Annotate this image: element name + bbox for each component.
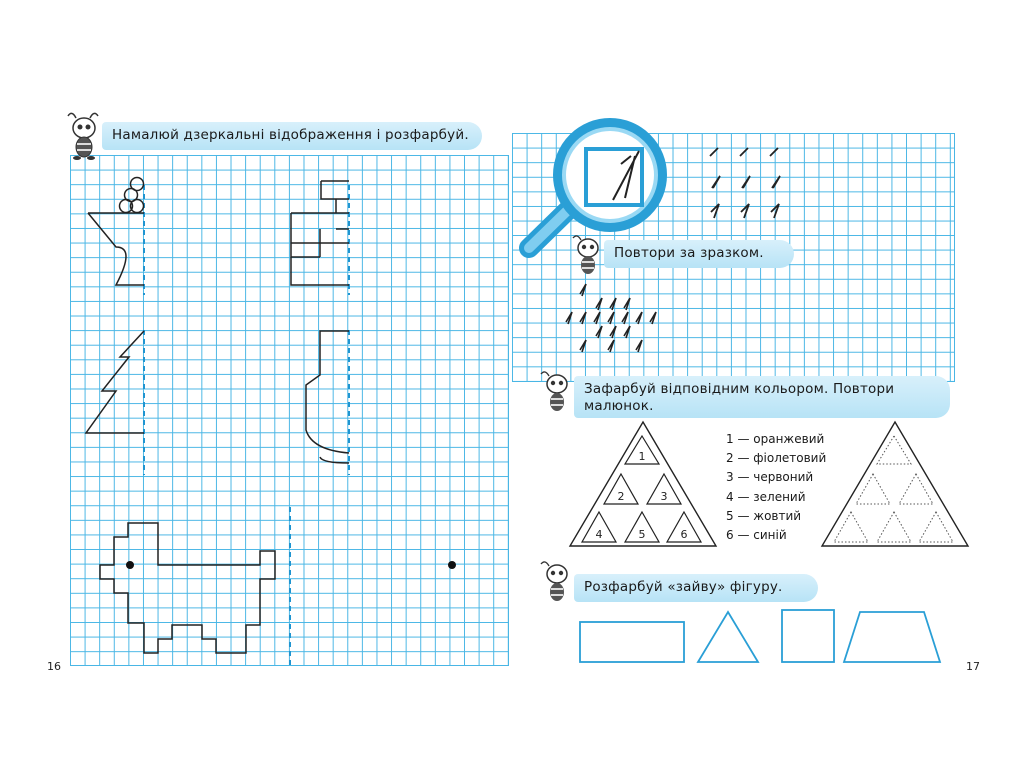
bee-mascot-icon bbox=[572, 236, 604, 278]
half-vase-figure bbox=[88, 178, 144, 286]
legend-item: 2 — фіолетовий bbox=[726, 451, 827, 466]
shape-triangle bbox=[698, 612, 758, 662]
dog-eye-dot bbox=[126, 561, 134, 569]
half-tree-figure bbox=[86, 331, 144, 433]
legend-item: 6 — синій bbox=[726, 528, 787, 543]
task1-instruction: Намалюй дзеркальні відображення і розфарбуй. bbox=[112, 127, 469, 143]
triangle-number-5: 5 bbox=[638, 528, 646, 541]
shape-square bbox=[782, 610, 834, 662]
legend-item: 1 — оранжевий bbox=[726, 432, 825, 446]
page-number-right: 17 bbox=[966, 660, 980, 673]
task2-instruction: Повтори за зразком. bbox=[614, 245, 764, 261]
shape-trapezoid bbox=[844, 612, 940, 662]
bee-mascot-icon bbox=[540, 372, 574, 416]
task3-instruction-banner bbox=[574, 376, 950, 418]
triangle-number-4: 4 bbox=[595, 528, 603, 541]
ones-pattern bbox=[562, 280, 682, 360]
triangle-number-3: 3 bbox=[660, 490, 668, 503]
shape-rectangle bbox=[580, 622, 684, 662]
color-legend bbox=[726, 430, 826, 545]
task3-instruction: Зафарбуй відповідним кольором. Повтори малюнок. bbox=[584, 381, 895, 414]
half-bottle-figure bbox=[306, 331, 349, 463]
half-dog-figure bbox=[100, 523, 275, 653]
half-blocks-figure bbox=[291, 181, 349, 285]
odd-one-out-shapes bbox=[578, 608, 948, 668]
mirror-eye-dot bbox=[448, 561, 456, 569]
triangle-number-2: 2 bbox=[617, 490, 625, 503]
triangle-number-6: 6 bbox=[680, 528, 688, 541]
bee-mascot-icon bbox=[540, 562, 574, 606]
legend-item: 4 — зелений bbox=[726, 489, 806, 504]
task2-instruction-banner bbox=[604, 240, 794, 268]
page-number-left: 16 bbox=[47, 660, 61, 673]
dotted-triangle bbox=[820, 420, 970, 550]
task4-instruction-banner bbox=[574, 574, 818, 602]
numbered-triangle bbox=[568, 420, 718, 550]
triangle-number-1: 1 bbox=[638, 450, 646, 463]
sample-ones-top bbox=[700, 140, 790, 220]
task4-instruction: Розфарбуй «зайву» фігуру. bbox=[584, 579, 783, 595]
bee-mascot-icon bbox=[66, 114, 102, 160]
legend-item: 5 — жовтий bbox=[726, 508, 802, 523]
legend-item: 3 — червоний bbox=[726, 470, 814, 485]
mirror-drawings bbox=[70, 155, 510, 675]
task1-instruction-banner bbox=[102, 122, 482, 150]
